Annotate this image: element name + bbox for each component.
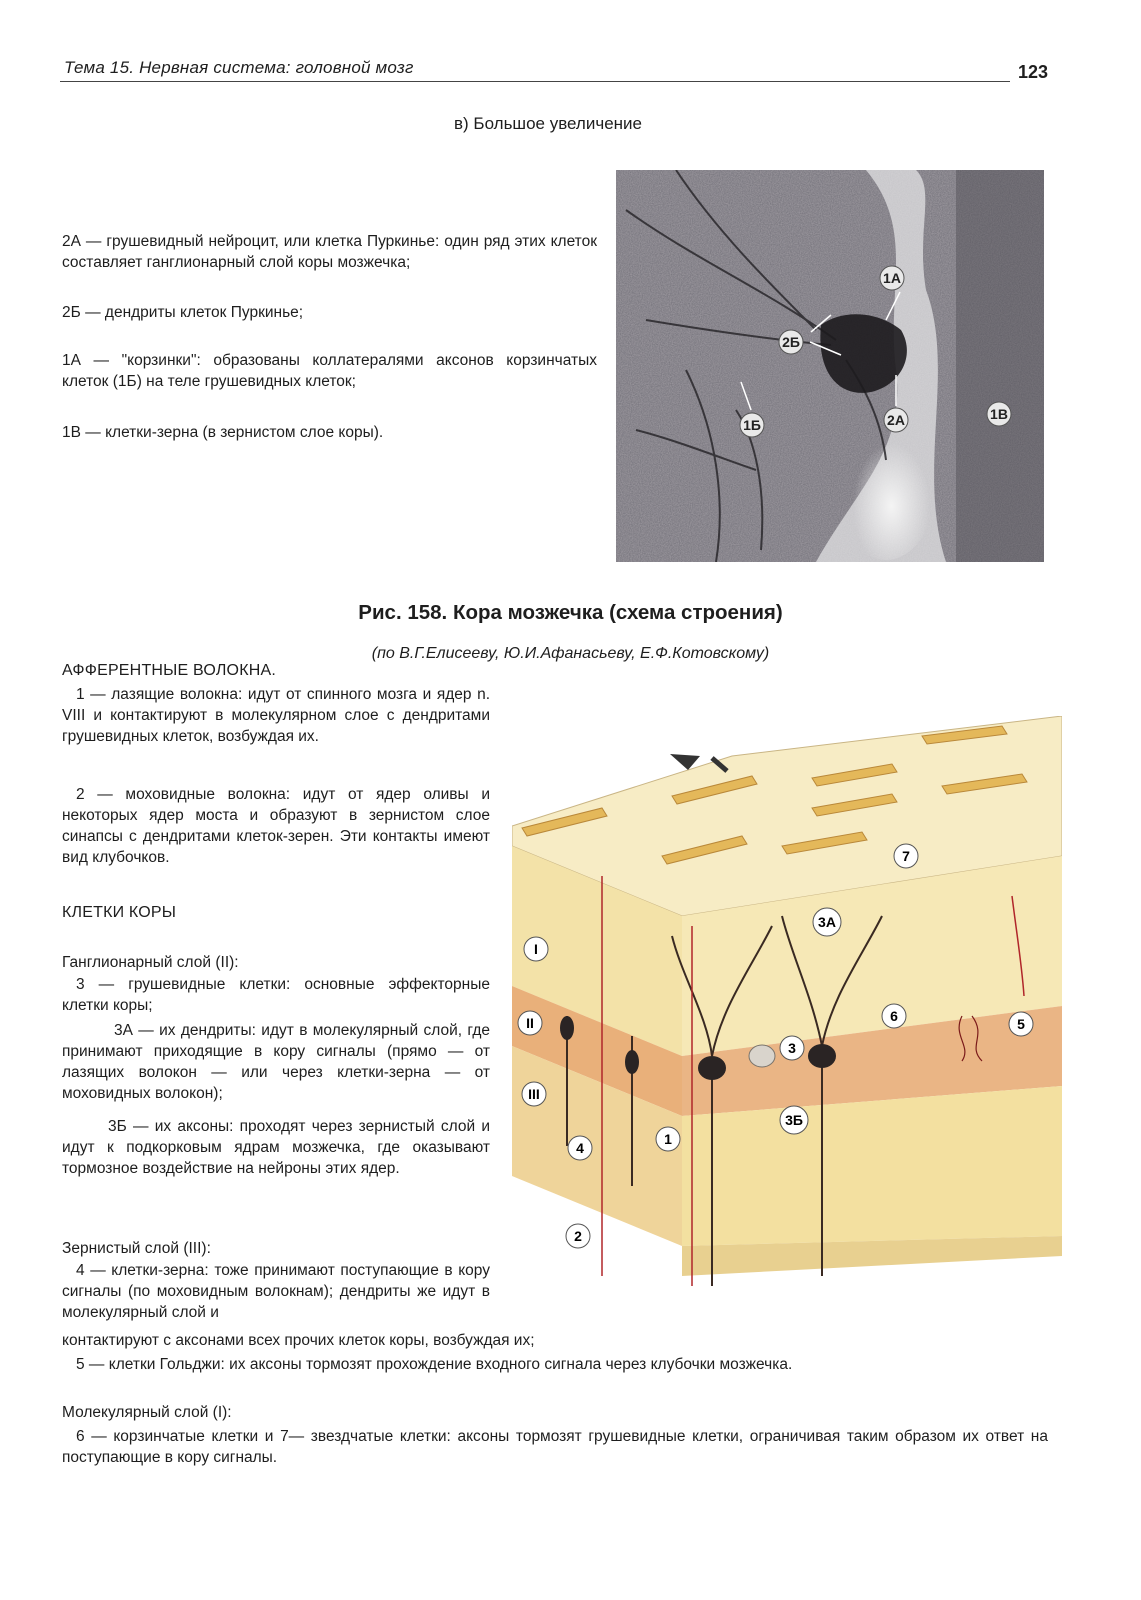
diagram-label-2: 2 xyxy=(574,1228,582,1244)
diagram-label-7: 7 xyxy=(902,848,910,864)
diagram-layer-2: II xyxy=(526,1015,534,1031)
cortex-item-4-cont: контактируют с аксонами всех прочих клеток коры, возбуждая их; xyxy=(62,1332,535,1349)
diagram-label-6: 6 xyxy=(890,1008,898,1024)
legend-2a: 2А — грушевидный нейроцит, или клетка Пуркинье: один ряд этих клеток составляет ганглионарный слой коры мозжечка; xyxy=(62,233,597,271)
micrograph xyxy=(616,170,1044,562)
page-number: 123 xyxy=(1018,62,1049,82)
diagram-label-3: 3 xyxy=(788,1040,796,1056)
diagram-label-1: 1 xyxy=(664,1131,672,1147)
micro-label-2a: 2А xyxy=(887,412,905,428)
figure-source: (по В.Г.Елисееву, Ю.И.Афанасьеву, Е.Ф.Котовскому) xyxy=(371,645,770,662)
micro-label-2b: 2Б xyxy=(782,334,800,350)
molecular-heading: Молекулярный слой (I): xyxy=(62,1404,232,1421)
header-rule xyxy=(60,81,1010,82)
diagram-label-4: 4 xyxy=(576,1140,584,1156)
cortex-item-6-7: 6 — корзинчатые клетки и 7— звездчатые клетки: аксоны тормозят грушевидные клетки, ограничивая таким образом их ответ на поступающие в кору сигналы. xyxy=(62,1428,1048,1466)
legend-1a: 1А — "корзинки": образованы коллатералями аксонов корзинчатых клеток (1Б) на теле грушевидных клеток; xyxy=(62,352,597,390)
diagram-label-3b: 3Б xyxy=(785,1112,803,1128)
afferent-heading: АФФЕРЕНТНЫЕ ВОЛОКНА. xyxy=(62,662,276,679)
section-subtitle: в) Большое увеличение xyxy=(454,114,642,133)
diagram-layer-1: I xyxy=(534,941,538,957)
cortex-item-4: 4 — клетки-зерна: тоже принимают поступающие в кору сигналы (по моховидным волокнам); дендриты же идут в молекулярный слой и xyxy=(62,1262,490,1321)
legend-2b: 2Б — дендриты клеток Пуркинье; xyxy=(62,304,304,321)
cerebellar-cortex-diagram xyxy=(512,716,1062,1316)
running-title: Тема 15. Нервная система: головной мозг xyxy=(64,58,414,77)
afferent-item-1: 1 — лазящие волокна: идут от спинного мозга и ядер n. VIII и контактируют в молекулярном слое с дендритами грушевидных клеток, возбуждая их. xyxy=(62,686,490,745)
diagram-label-3a: 3А xyxy=(818,914,836,930)
legend-1v: 1В — клетки-зерна (в зернистом слое коры). xyxy=(62,424,384,441)
afferent-item-2: 2 — моховидные волокна: идут от ядер оливы и некоторых ядер моста и образуют в зернистом слое синапсы с дендритами клеток-зерен. Эти контакты имеют вид клубочков. xyxy=(62,786,490,866)
ganglion-heading: Ганглионарный слой (II): xyxy=(62,954,239,971)
cortex-item-3a: 3А — их дендриты: идут в молекулярный слой, где принимают приходящие в кору сигналы (прямо — от лазящих волокон — или через клетки-зерна — от моховидных волокон); xyxy=(62,1022,490,1102)
diagram-layer-3: III xyxy=(528,1086,540,1102)
cortex-item-3b: 3Б — их аксоны: проходят через зернистый слой и идут к подкорковым ядрам мозжечка, где оказывают тормозное воздействие на нейроны этих ядер. xyxy=(62,1118,490,1177)
micro-label-1v: 1В xyxy=(990,406,1008,422)
cortex-heading: КЛЕТКИ КОРЫ xyxy=(62,904,177,921)
cortex-item-3: 3 — грушевидные клетки: основные эффекторные клетки коры; xyxy=(62,976,490,1014)
figure-title: Рис. 158. Кора мозжечка (схема строения) xyxy=(358,601,783,624)
diagram-label-5: 5 xyxy=(1017,1016,1025,1032)
micro-label-1b: 1Б xyxy=(743,417,761,433)
granular-heading: Зернистый слой (III): xyxy=(62,1240,211,1257)
micro-label-1a: 1А xyxy=(883,270,901,286)
cortex-item-5: 5 — клетки Гольджи: их аксоны тормозят прохождение входного сигнала через клубочки мозжечка. xyxy=(76,1356,793,1373)
